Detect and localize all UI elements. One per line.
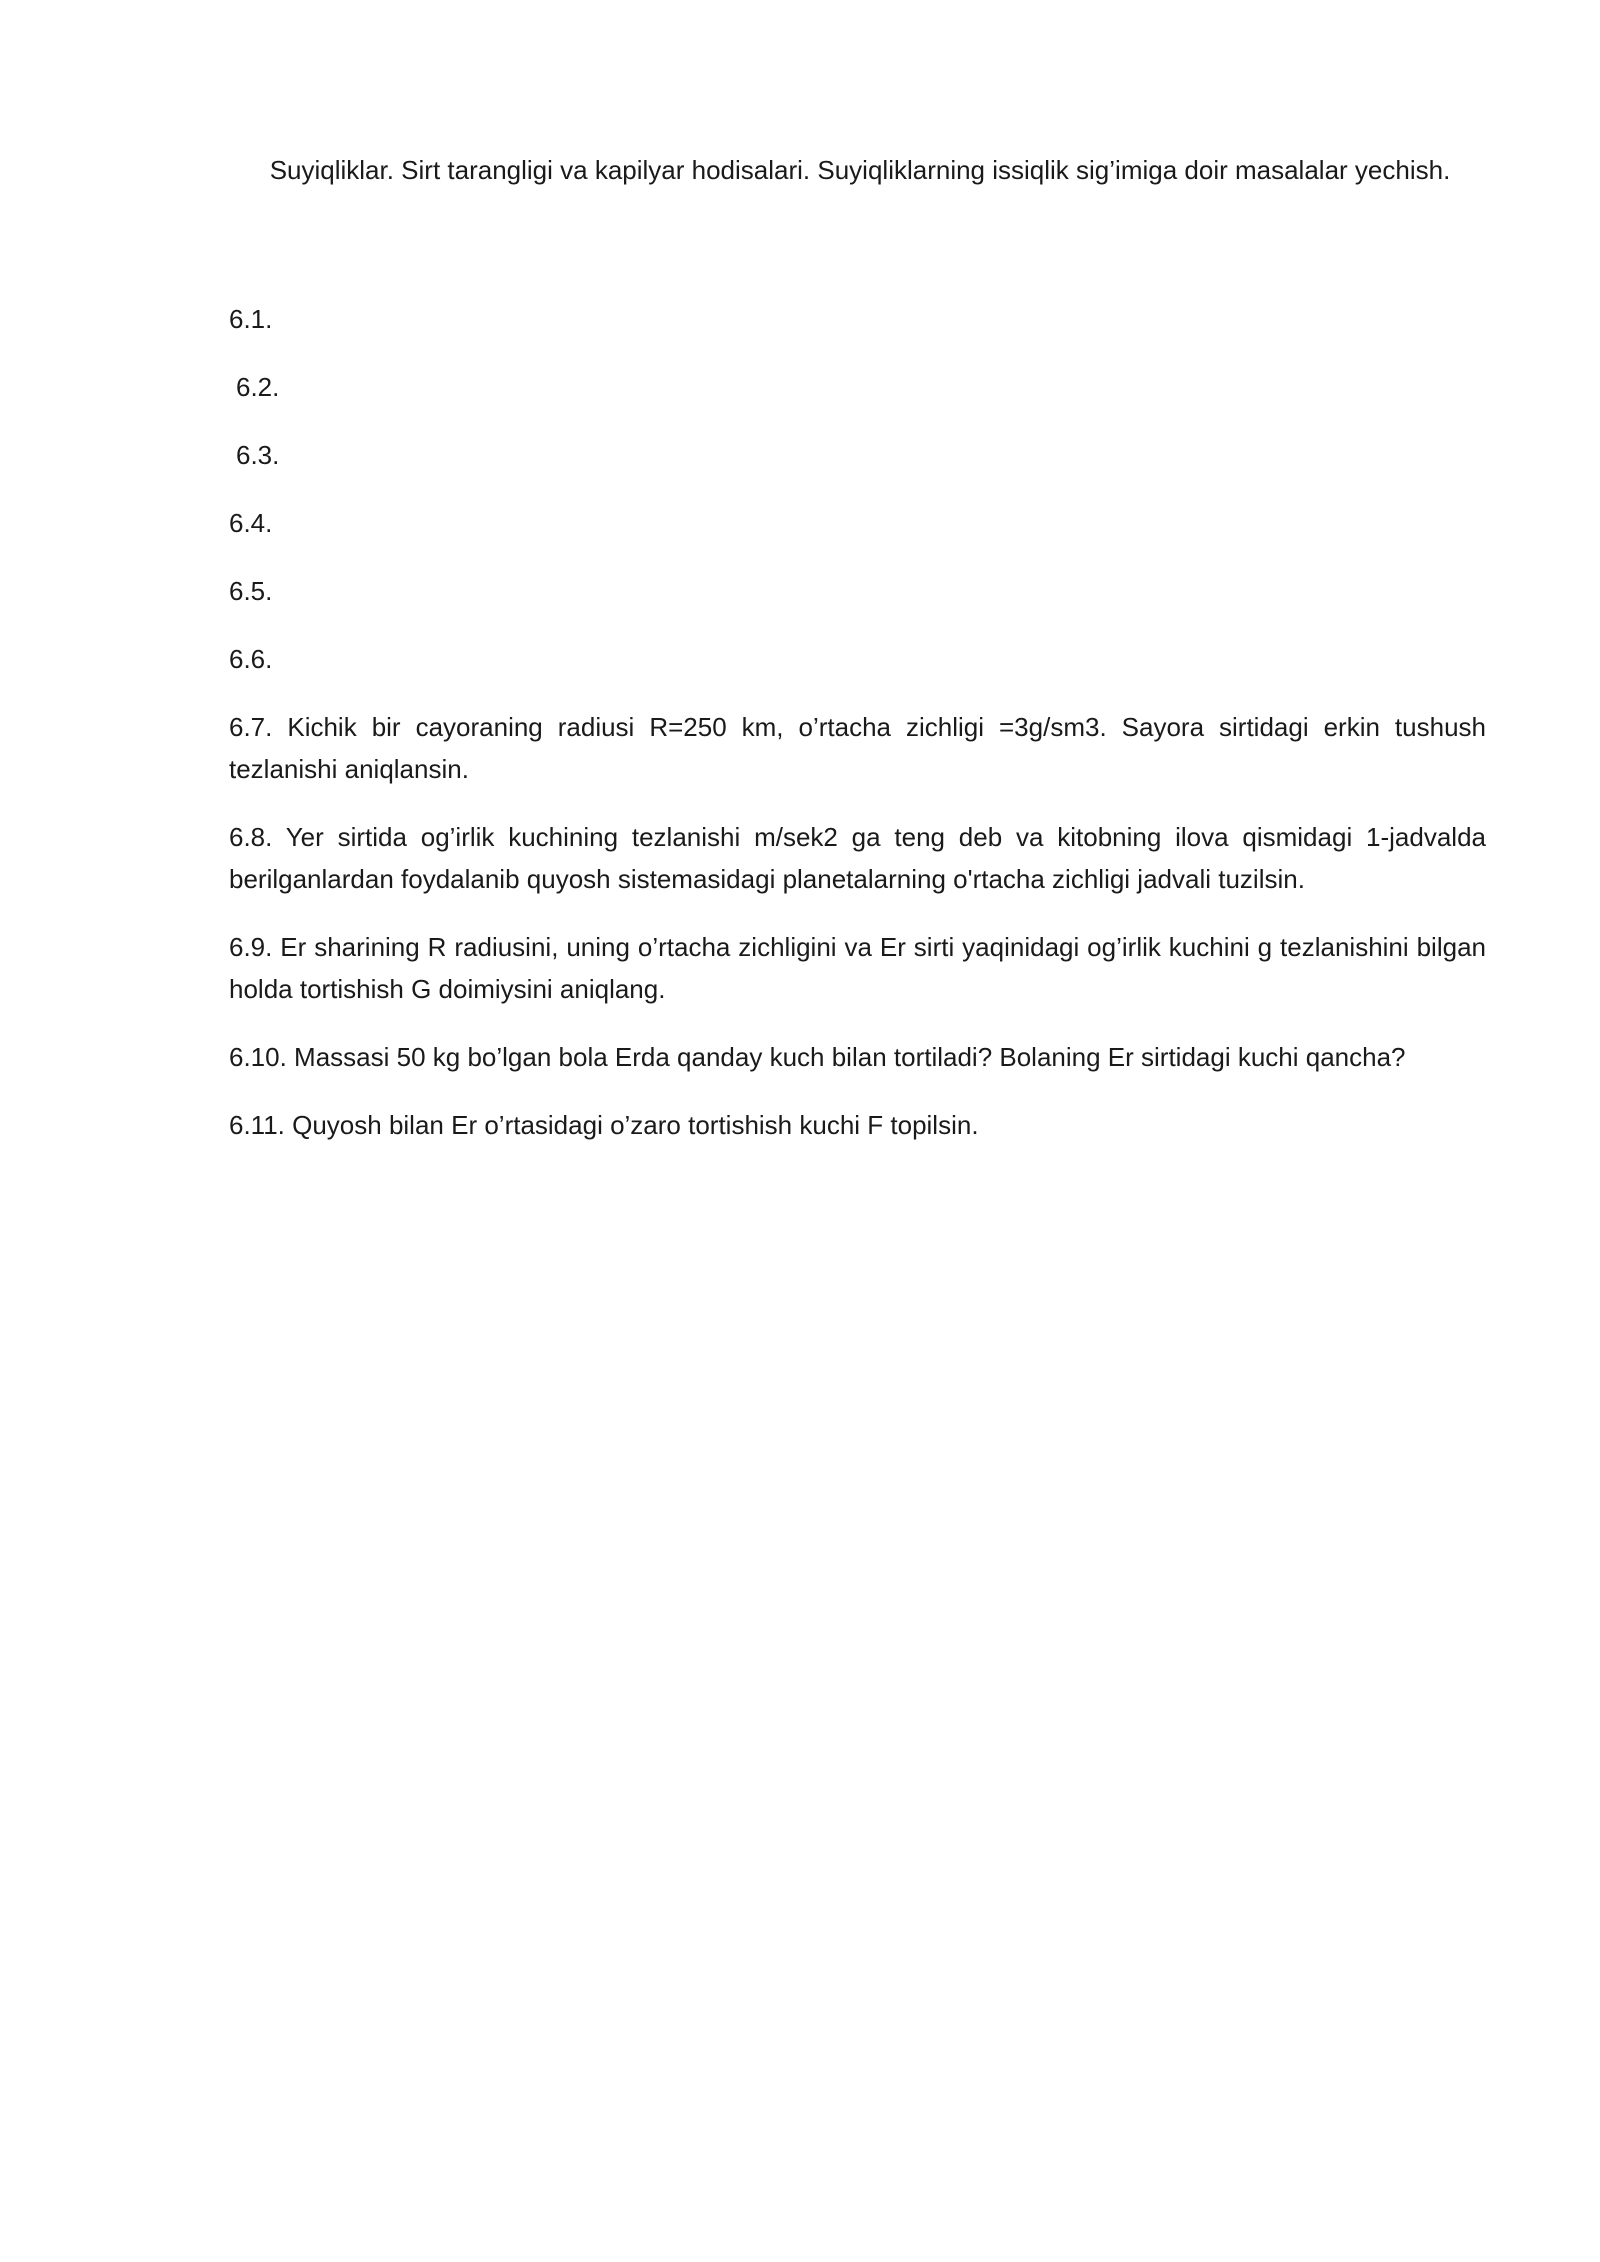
problem-6-2: 6.2. bbox=[236, 372, 280, 402]
problem-6-7: 6.7. Kichik bir cayoraning radiusi R=250 km, o’rtacha zichligi =3g/sm3. Sayora sirtidagi erkin tushush tezlanishi aniqlansin. bbox=[229, 712, 1486, 784]
problem-6-8: 6.8. Yer sirtida og’irlik kuchining tezlanishi m/sek2 ga teng deb va kitobning ilova qismidagi 1-jadvalda berilganlardan foydalanib quyosh sistemasidagi planetalarning o'rtacha zichligi jadvali tuzilsin. bbox=[229, 822, 1486, 894]
problem-6-10: 6.10. Massasi 50 kg bo’lgan bola Erda qanday kuch bilan tortiladi? Bolaning Er sirtidagi kuchi qancha? bbox=[229, 1042, 1406, 1072]
problem-6-11: 6.11. Quyosh bilan Er o’rtasidagi o’zaro tortishish kuchi F topilsin. bbox=[229, 1110, 979, 1140]
problem-6-9: 6.9. Er sharining R radiusini, uning o’rtacha zichligini va Er sirti yaqinidagi og’irlik kuchini g tezlanishini bilgan holda tortishish G doimiysini aniqlang. bbox=[229, 932, 1486, 1004]
problem-6-4: 6.4. bbox=[229, 508, 273, 538]
problem-6-5: 6.5. bbox=[229, 576, 273, 606]
document-title: Suyiqliklar. Sirt tarangligi va kapilyar hodisalari. Suyiqliklarning issiqlik sig’imiga doir masalalar yechish. bbox=[269, 155, 1451, 185]
problem-6-1: 6.1. bbox=[229, 304, 273, 334]
problem-list bbox=[229, 298, 1486, 1172]
problem-6-3: 6.3. bbox=[236, 440, 280, 470]
problem-6-6: 6.6. bbox=[229, 644, 273, 674]
